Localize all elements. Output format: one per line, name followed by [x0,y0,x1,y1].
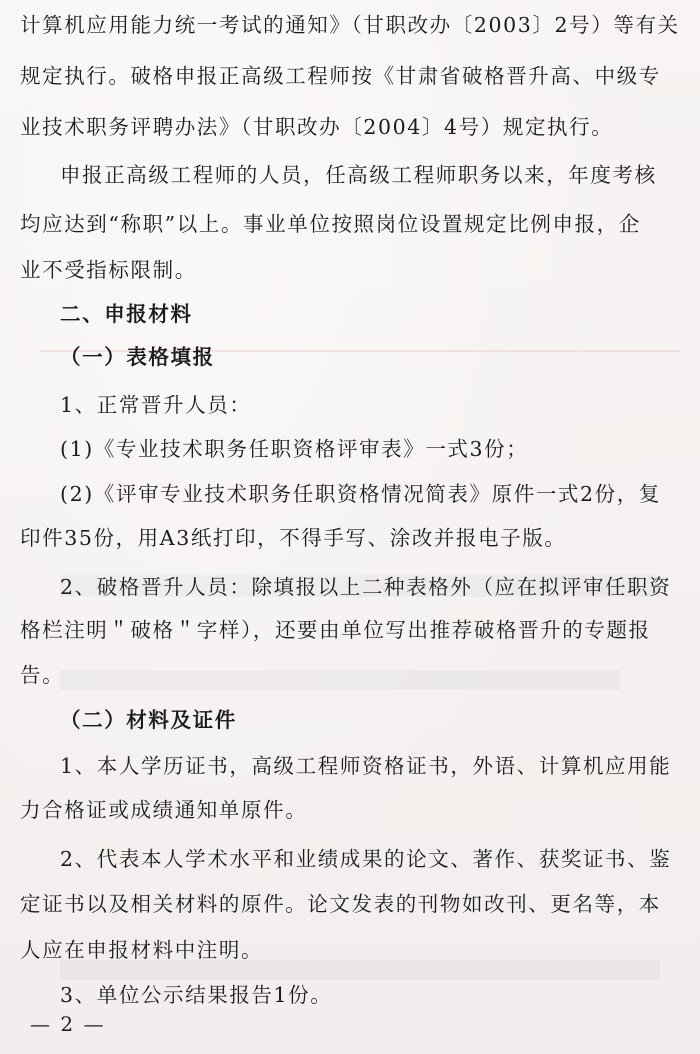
body-line: 业不受指标限制。 [20,258,197,282]
body-line: 3、单位公示结果报告1份。 [60,983,333,1007]
body-line: 规定执行。破格申报正高级工程师按《甘肃省破格晋升高、中级专 [20,64,661,88]
body-line: 定证书以及相关材料的原件。论文发表的刊物如改刊、更名等，本 [20,892,661,916]
body-line: 2、破格晋升人员：除填报以上二种表格外（应在拟评审任职资 [60,575,672,599]
body-line: 人应在申报材料中注明。 [20,938,264,962]
body-line: 均应达到“称职”以上。事业单位按照岗位设置规定比例申报，企 [20,212,641,236]
bleed-through-shadow [60,670,620,690]
body-line: 力合格证或成绩通知单原件。 [20,798,308,822]
section-heading: 二、申报材料 [60,302,193,326]
subsection-heading: （一）表格填报 [60,345,215,369]
list-item: (1)《专业技术职务任职资格评审表》一式3份； [60,437,529,461]
body-line: 2、代表本人学术水平和业绩成果的论文、著作、获奖证书、鉴 [60,847,672,871]
list-item: (2)《评审专业技术职务任职资格情况简表》原件一式2份，复 [60,482,661,506]
body-line: 业技术职务评聘办法》（甘职改办〔2004〕4号）规定执行。 [20,115,614,139]
body-line: 告。 [20,663,65,687]
bleed-through-shadow [60,960,660,980]
subsection-heading: （二）材料及证件 [60,708,237,732]
body-line: 计算机应用能力统一考试的通知》（甘职改办〔2003〕2号）等有关 [20,13,680,37]
body-line: 印件35份，用A3纸打印，不得手写、涂改并报电子版。 [20,526,567,550]
body-line: 申报正高级工程师的人员，任高级工程师职务以来，年度考核 [60,163,657,187]
body-line: 格栏注明＂破格＂字样），还要由单位写出推荐破格晋升的专题报 [20,618,651,642]
page-number: — 2 — [30,1012,106,1036]
body-line: 1、本人学历证书，高级工程师资格证书，外语、计算机应用能 [60,754,672,778]
body-line: 1、正常晋升人员： [60,393,252,417]
